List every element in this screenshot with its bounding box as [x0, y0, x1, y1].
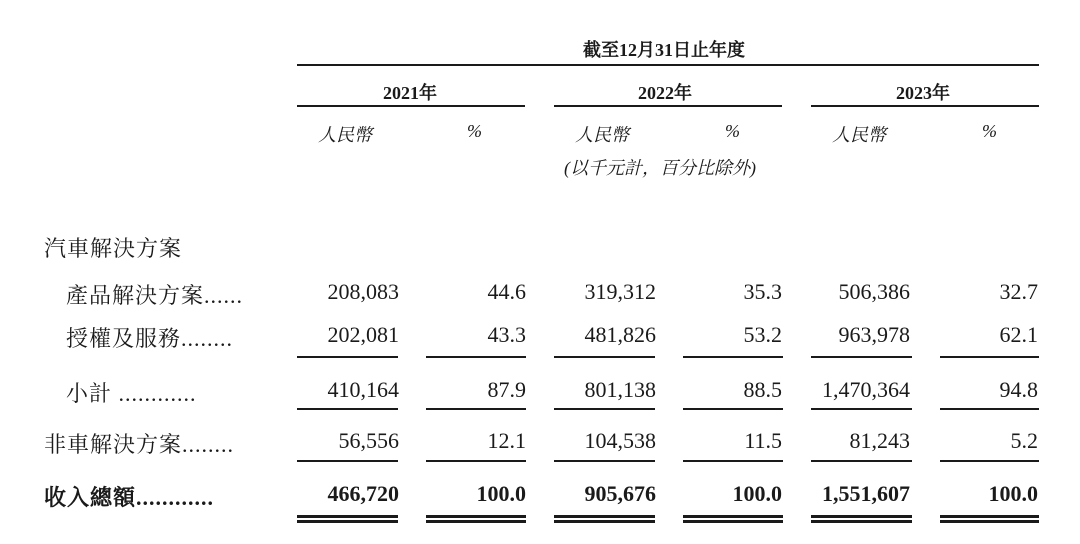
percent-label-2021: %	[467, 121, 482, 141]
total-double-rule	[811, 515, 912, 523]
non-automotive-2022-amount: 104,538	[584, 428, 656, 453]
total-double-rule	[426, 515, 526, 523]
year-rule-2022	[554, 105, 782, 107]
percent-label-2023: %	[982, 121, 997, 141]
automotive-section-header: 汽車解決方案	[44, 236, 183, 261]
product-2022-amount: 319,312	[584, 279, 656, 304]
licensing-2022-amount: 481,826	[584, 322, 656, 347]
header-rule	[297, 64, 1039, 66]
product-2023-amount: 506,386	[838, 279, 910, 304]
subtotal-2022-amount: 801,138	[584, 377, 656, 402]
total-2022-percent: 100.0	[732, 481, 782, 506]
year-2021: 2021年	[383, 83, 437, 103]
row-label-licensing: 授權及服務........	[66, 326, 234, 351]
row-label-total: 收入總額............	[44, 485, 215, 510]
currency-label-2021: 人民幣	[318, 125, 372, 145]
subtotal-2023-amount: 1,470,364	[822, 377, 910, 402]
subtotal-bottom-rule	[554, 408, 655, 410]
year-rule-2023	[811, 105, 1039, 107]
non-automotive-2021-amount: 56,556	[338, 428, 399, 453]
product-2023-percent: 32.7	[999, 279, 1038, 304]
subtotal-bottom-rule	[683, 408, 783, 410]
percent-label-2022: %	[725, 121, 740, 141]
non-automotive-2023-amount: 81,243	[849, 428, 910, 453]
row-label-non-automotive: 非車解決方案........	[44, 432, 235, 457]
subtotal-2021-amount: 410,164	[327, 377, 399, 402]
licensing-2022-percent: 53.2	[743, 322, 782, 347]
licensing-2021-amount: 202,081	[327, 322, 399, 347]
total-double-rule	[683, 515, 783, 523]
total-2023-amount: 1,551,607	[822, 481, 910, 506]
total-double-rule	[297, 515, 398, 523]
year-rule-2021	[297, 105, 525, 107]
subtotal-bottom-rule	[940, 408, 1039, 410]
row-label-subtotal: 小計 ............	[66, 381, 197, 406]
non-automotive-2021-percent: 12.1	[487, 428, 526, 453]
subtotal-rule	[683, 356, 783, 358]
subtotal-rule	[940, 356, 1039, 358]
subtotal-rule	[426, 356, 526, 358]
subtotal-rule	[554, 356, 655, 358]
total-double-rule	[940, 515, 1039, 523]
total-2022-amount: 905,676	[584, 481, 656, 506]
total-2021-amount: 466,720	[327, 481, 399, 506]
total-top-rule	[940, 460, 1039, 462]
total-top-rule	[297, 460, 398, 462]
total-double-rule	[554, 515, 655, 523]
product-2022-percent: 35.3	[743, 279, 782, 304]
subtotal-bottom-rule	[426, 408, 526, 410]
currency-label-2023: 人民幣	[832, 125, 886, 145]
non-automotive-2023-percent: 5.2	[1010, 428, 1038, 453]
product-2021-percent: 44.6	[487, 279, 526, 304]
subtotal-2021-percent: 87.9	[487, 377, 526, 402]
total-2021-percent: 100.0	[476, 481, 526, 506]
total-top-rule	[683, 460, 783, 462]
licensing-2023-amount: 963,978	[838, 322, 910, 347]
total-top-rule	[426, 460, 526, 462]
unit-note: (以千元計，百分比除外)	[564, 158, 756, 178]
year-2022: 2022年	[638, 83, 692, 103]
subtotal-rule	[297, 356, 398, 358]
licensing-2023-percent: 62.1	[999, 322, 1038, 347]
subtotal-2023-percent: 94.8	[999, 377, 1038, 402]
total-top-rule	[554, 460, 655, 462]
subtotal-rule	[811, 356, 912, 358]
subtotal-2022-percent: 88.5	[743, 377, 782, 402]
subtotal-bottom-rule	[297, 408, 398, 410]
licensing-2021-percent: 43.3	[487, 322, 526, 347]
row-label-product: 產品解決方案......	[66, 283, 244, 308]
currency-label-2022: 人民幣	[575, 125, 629, 145]
period-title: 截至12月31日止年度	[583, 40, 745, 60]
total-2023-percent: 100.0	[988, 481, 1038, 506]
product-2021-amount: 208,083	[327, 279, 399, 304]
total-top-rule	[811, 460, 912, 462]
subtotal-bottom-rule	[811, 408, 912, 410]
year-2023: 2023年	[896, 83, 950, 103]
non-automotive-2022-percent: 11.5	[744, 428, 782, 453]
